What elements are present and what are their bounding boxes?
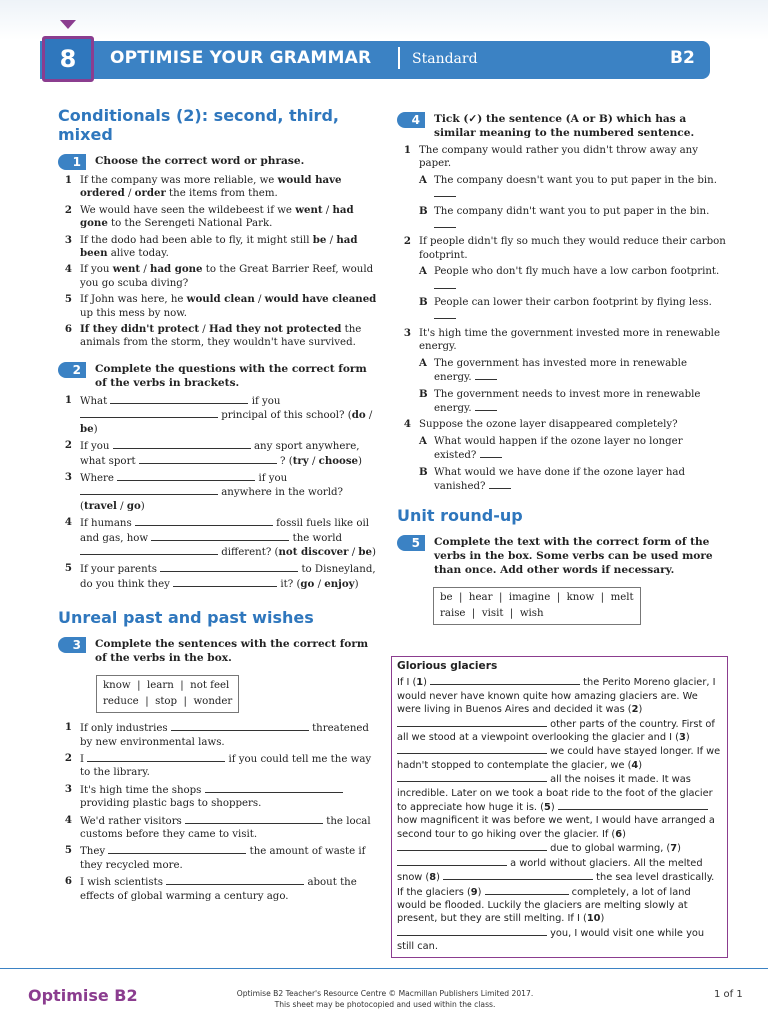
option-letter: A bbox=[419, 356, 427, 369]
option-a[interactable] bbox=[397, 357, 727, 385]
item-text: It's high time the shops providing plastic bags to shoppers. bbox=[80, 783, 378, 811]
item-number: 4 bbox=[403, 418, 411, 431]
item-number: 1 bbox=[403, 144, 411, 156]
item-text: If people didn't fly so much they would reduce their carbon footprint. bbox=[419, 236, 726, 261]
option-letter: B bbox=[419, 204, 428, 217]
word-box-row: reduce | stop | wonder bbox=[103, 696, 233, 708]
exercise-3-list bbox=[58, 721, 378, 903]
top-background bbox=[0, 0, 768, 40]
list-item bbox=[58, 293, 378, 320]
list-item bbox=[397, 235, 727, 262]
copyright-line: This sheet may be photocopied and used within the class. bbox=[274, 1000, 496, 1009]
option-b[interactable] bbox=[397, 205, 727, 233]
option-text: The government has invested more in renewable energy. bbox=[434, 357, 687, 384]
option-text: The company doesn't want you to put paper in the bin. bbox=[434, 174, 727, 202]
item-number: 2 bbox=[64, 751, 72, 764]
section-conditionals-heading: Conditionals (2): second, third, mixed bbox=[58, 106, 339, 144]
item-number: 2 bbox=[403, 235, 411, 248]
item-text: If John was here, he would clean / would have cleaned up this mess by now. bbox=[80, 293, 377, 319]
list-item bbox=[58, 516, 378, 559]
item-number: 3 bbox=[64, 233, 72, 246]
item-text: If the company was more reliable, we would have ordered / order the items from them. bbox=[80, 174, 342, 200]
item-text: If only industries threatened by new environmental laws. bbox=[80, 723, 369, 748]
list-item bbox=[58, 721, 378, 749]
story-title: Glorious glaciers bbox=[397, 660, 498, 672]
item-number: 6 bbox=[64, 875, 72, 888]
list-item bbox=[58, 814, 378, 842]
item-text: We'd rather visitors the local customs before they came to visit. bbox=[80, 815, 371, 840]
item-text: What if you principal of this school? (do / be) bbox=[80, 395, 373, 435]
exercise-1-list bbox=[58, 174, 378, 350]
list-item bbox=[58, 234, 378, 261]
option-letter: B bbox=[419, 387, 428, 400]
section-unreal-past-heading: Unreal past and past wishes bbox=[58, 608, 314, 628]
exercise-instruction: Tick (✓) the sentence (A or B) which has a similar meaning to the numbered sentence. bbox=[434, 113, 695, 139]
copyright-line: Optimise B2 Teacher's Resource Centre © Macmillan Publishers Limited 2017. bbox=[236, 989, 534, 998]
exercise-number-badge: 2 bbox=[58, 362, 86, 378]
option-text: People who don't fly much have a low carbon footprint. bbox=[434, 265, 727, 293]
word-box bbox=[433, 587, 641, 625]
left-column bbox=[58, 106, 378, 906]
option-text: The company didn't want you to put paper in the bin. bbox=[434, 205, 727, 233]
item-number: 4 bbox=[64, 516, 72, 529]
item-number: 6 bbox=[64, 323, 72, 336]
list-item bbox=[397, 418, 727, 431]
list-item bbox=[58, 394, 378, 436]
exercise-4-header bbox=[397, 112, 727, 140]
item-text: It's high time the government invested more in renewable energy. bbox=[419, 327, 720, 353]
right-column bbox=[397, 112, 727, 633]
story-text: If I (1) the Perito Moreno glacier, I would never have known quite how amazing glaciers are. We were living in Buenos Aires and decided it was (2) other parts of the country. First of all we stood at a viewpoint overlooking the glacier and I (3) we could have stayed longer. If we hadn't stopped to contemplate the glacier, we (4) all the noises it made. It was incredible. Later on we took a boat ride to the foot of the glacier to appreciate how huge it is. (5) how magnificent it was before we went, I would have arranged a second tour to go hiking over the glacier. If (6) due to global warming, (7) a world without glaciers. All the melted snow (8) the sea level drastically. If the glaciers (9) completely, a lot of land would be flooded. Luckily the glaciers are melting slowly at present, but they are still melting. If I (10) you, I would visit one while you still can. bbox=[397, 677, 721, 953]
exercise-instruction: Complete the sentences with the correct form of the verbs in the box. bbox=[95, 638, 369, 665]
item-number: 5 bbox=[64, 293, 72, 306]
list-item bbox=[397, 144, 727, 171]
option-letter: A bbox=[419, 434, 427, 447]
item-number: 4 bbox=[64, 813, 72, 826]
list-item bbox=[58, 439, 378, 468]
item-number: 5 bbox=[64, 562, 72, 575]
exercise-5-header bbox=[397, 535, 727, 577]
option-text: What would happen if the ozone layer no longer existed? bbox=[434, 435, 683, 462]
item-text: Where if you anywhere in the world? (travel / go) bbox=[80, 472, 344, 512]
item-text: I if you could tell me the way to the library. bbox=[80, 753, 372, 779]
list-item bbox=[58, 562, 378, 591]
item-number: 2 bbox=[64, 203, 72, 216]
item-number: 1 bbox=[64, 393, 72, 406]
list-item bbox=[58, 323, 378, 350]
story-box bbox=[391, 656, 728, 958]
option-text: People can lower their carbon footprint by flying less. bbox=[434, 296, 727, 324]
footer-brand: Optimise B2 bbox=[28, 986, 138, 1005]
page-number: 1 of 1 bbox=[714, 989, 743, 1000]
exercise-instruction: Choose the correct word or phrase. bbox=[95, 155, 305, 167]
level-badge: B2 bbox=[670, 48, 695, 68]
word-box-row: raise | visit | wish bbox=[440, 608, 544, 620]
list-item bbox=[58, 875, 378, 903]
exercise-3-header bbox=[58, 637, 378, 665]
title-separator bbox=[398, 47, 400, 69]
word-box-row: know | learn | not feel bbox=[103, 680, 230, 692]
item-text: If humans fossil fuels like oil and gas, how the world different? (not discover / be) bbox=[80, 518, 376, 558]
exercise-number-badge: 3 bbox=[58, 637, 86, 653]
option-a[interactable] bbox=[397, 435, 727, 463]
item-text: If you any sport anywhere, what sport ? (try / choose) bbox=[80, 441, 363, 467]
item-text: If you went / had gone to the Great Barrier Reef, would you go scuba diving? bbox=[80, 263, 374, 289]
item-text: I wish scientists about the effects of global warming a century ago. bbox=[80, 877, 357, 902]
option-b[interactable] bbox=[397, 388, 727, 416]
footer-copyright bbox=[230, 988, 540, 1010]
item-text: The company would rather you didn't throw away any paper. bbox=[419, 145, 698, 170]
option-letter: A bbox=[419, 265, 427, 278]
item-text: They the amount of waste if they recycled more. bbox=[80, 846, 366, 871]
item-number: 1 bbox=[64, 721, 72, 734]
option-a[interactable] bbox=[397, 174, 727, 202]
page-subtitle: Standard bbox=[412, 51, 478, 67]
exercise-1-header bbox=[58, 154, 378, 170]
exercise-4-list bbox=[397, 144, 727, 493]
item-number: 5 bbox=[64, 844, 72, 857]
item-number: 1 bbox=[64, 174, 72, 186]
footer-divider bbox=[0, 968, 768, 969]
list-item bbox=[58, 174, 378, 201]
list-item bbox=[58, 783, 378, 811]
list-item bbox=[58, 471, 378, 513]
option-letter: B bbox=[419, 465, 428, 478]
item-number: 4 bbox=[64, 263, 72, 276]
list-item bbox=[58, 204, 378, 231]
page-title: OPTIMISE YOUR GRAMMAR bbox=[110, 48, 372, 68]
exercise-instruction: Complete the text with the correct form of the verbs in the box. Some verbs can be used more than once. Add other words if necessary. bbox=[434, 536, 713, 577]
unit-number: 8 bbox=[42, 36, 94, 82]
option-b[interactable] bbox=[397, 296, 727, 324]
exercise-instruction: Complete the questions with the correct form of the verbs in brackets. bbox=[95, 362, 367, 389]
item-text: If the dodo had been able to fly, it might still be / had been alive today. bbox=[80, 233, 358, 260]
option-text: What would we have done if the ozone layer had vanished? bbox=[434, 466, 686, 492]
word-box-row: be | hear | imagine | know | melt bbox=[440, 592, 634, 604]
option-letter: B bbox=[419, 296, 428, 309]
list-item bbox=[397, 327, 727, 354]
unit-marker-triangle-icon bbox=[60, 20, 76, 29]
section-unit-roundup-heading: Unit round-up bbox=[397, 506, 523, 526]
exercise-number-badge: 5 bbox=[397, 535, 425, 551]
option-b[interactable] bbox=[397, 466, 727, 494]
list-item bbox=[58, 844, 378, 872]
item-number: 3 bbox=[64, 782, 72, 795]
list-item bbox=[58, 752, 378, 780]
item-text: If they didn't protect / Had they not protected the animals from the storm, they wouldn't have survived. bbox=[80, 323, 362, 349]
item-text: If your parents to Disneyland, do you think they it? (go / enjoy) bbox=[80, 564, 376, 590]
item-number: 3 bbox=[64, 470, 72, 483]
option-text: The government needs to invest more in renewable energy. bbox=[434, 388, 701, 414]
list-item bbox=[58, 263, 378, 290]
item-text: Suppose the ozone layer disappeared completely? bbox=[419, 419, 678, 431]
item-number: 2 bbox=[64, 439, 72, 452]
exercise-2-header bbox=[58, 362, 378, 390]
option-a[interactable] bbox=[397, 265, 727, 293]
exercise-number-badge: 4 bbox=[397, 112, 425, 128]
exercise-2-list bbox=[58, 394, 378, 591]
option-letter: A bbox=[419, 173, 427, 186]
item-text: We would have seen the wildebeest if we went / had gone to the Serengeti National Park. bbox=[80, 203, 354, 230]
word-box bbox=[96, 675, 239, 713]
item-number: 3 bbox=[403, 326, 411, 339]
exercise-number-badge: 1 bbox=[58, 154, 86, 170]
